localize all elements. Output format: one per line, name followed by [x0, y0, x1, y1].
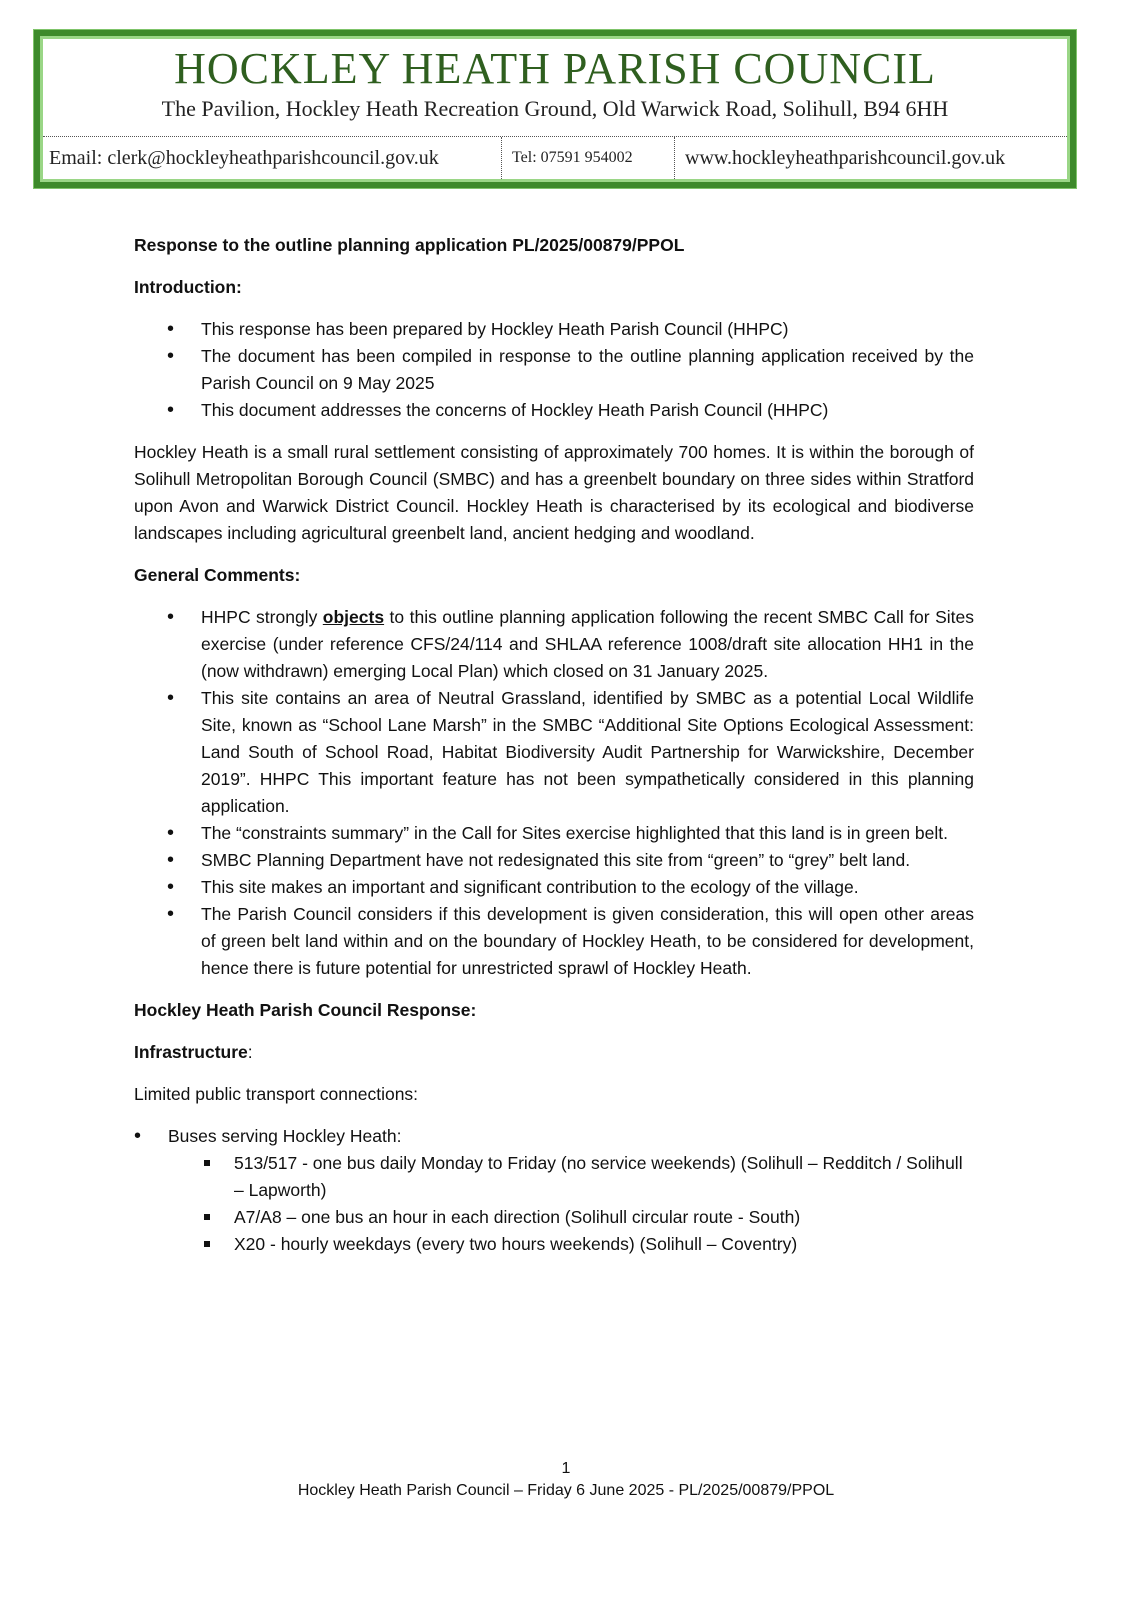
list-item: • This document addresses the concerns of Hockley Heath Parish Council (HHPC): [134, 397, 974, 424]
page-footer: [0, 1458, 1132, 1502]
objection-text-start: HHPC strongly: [201, 607, 323, 627]
objects-emphasis: objects: [322, 607, 385, 627]
transport-intro: Limited public transport connections:: [134, 1084, 419, 1104]
infrastructure-colon: :: [247, 1042, 253, 1062]
buses-label: Buses serving Hockley Heath:: [168, 1126, 402, 1146]
document-body: [134, 232, 974, 1258]
list-item: • This site makes an important and significant contribution to the ecology of the village.: [134, 874, 974, 901]
document-title: Response to the outline planning application PL/2025/00879/PPOL: [134, 235, 685, 255]
bus-route-item: 513/517 - one bus daily Monday to Friday (no service weekends) (Solihull – Redditch / Solihull – Lapworth): [168, 1150, 974, 1204]
introduction-paragraph: Hockley Heath is a small rural settlement consisting of approximately 700 homes. It is within the borough of Solihull Metropolitan Borough Council (SMBC) and has a greenbelt boundary on three sides within Stratford upon Avon and Warwick District Council. Hockley Heath is characterised by its ecological and biodiverse landscapes including agricultural greenbelt land, ancient hedging and woodland.: [134, 442, 974, 543]
letterhead-inner-frame: [40, 36, 1070, 182]
page-number: 1: [561, 1460, 571, 1477]
infrastructure-heading: [134, 1039, 974, 1066]
infrastructure-label: Infrastructure: [134, 1042, 248, 1062]
footer-text: Hockley Heath Parish Council – Friday 6 June 2025 - PL/2025/00879/PPOL: [297, 1482, 835, 1499]
council-address: The Pavilion, Hockley Heath Recreation Ground, Old Warwick Road, Solihull, B94 6HH: [161, 96, 949, 121]
letterhead: [34, 30, 1076, 188]
contact-website: www.hockleyheathparishcouncil.gov.uk: [674, 137, 1067, 179]
introduction-heading: Introduction:: [134, 277, 242, 297]
list-item: [134, 1123, 974, 1258]
bus-list: [134, 1123, 974, 1258]
list-item: • The “constraints summary” in the Call for Sites exercise highlighted that this land is in green belt.: [134, 820, 974, 847]
list-item: • The document has been compiled in response to the outline planning application received by the Parish Council on 9 May 2025: [134, 343, 974, 397]
objection-text-end: to this outline planning application following the recent SMBC Call for Sites exercise (under reference CFS/24/114 and SHLAA reference 1008/draft site allocation HH1 in the (now withdrawn) emerging Local Plan) which closed on 31 January 2025.: [201, 607, 974, 681]
response-heading: Hockley Heath Parish Council Response:: [134, 1000, 477, 1020]
list-item: • This response has been prepared by Hockley Heath Parish Council (HHPC): [134, 316, 974, 343]
bus-routes-list: [168, 1150, 974, 1258]
list-item: • SMBC Planning Department have not redesignated this site from “green” to “grey” belt land.: [134, 847, 974, 874]
list-item: • This site contains an area of Neutral Grassland, identified by SMBC as a potential Local Wildlife Site, known as “School Lane Marsh” in the SMBC “Additional Site Options Ecological Assessment: Land South of School Road, Habitat Biodiversity Audit Partnership for Warwickshire, December 2019”. HHPC This important feature has not been sympathetically considered in this planning application.: [134, 685, 974, 820]
contact-email: Email: clerk@hockleyheathparishcouncil.gov.uk: [49, 146, 439, 169]
list-item: • The Parish Council considers if this development is given consideration, this will open other areas of green belt land within and on the boundary of Hockley Heath, to be considered for development, hence there is future potential for unrestricted sprawl of Hockley Heath.: [134, 901, 974, 982]
list-item: [134, 604, 974, 685]
bus-route-item: X20 - hourly weekdays (every two hours weekends) (Solihull – Coventry): [168, 1231, 974, 1258]
general-comments-heading: General Comments:: [134, 565, 301, 585]
contact-telephone: Tel: 07591 954002: [501, 137, 674, 179]
contact-row: [43, 137, 1067, 179]
bus-route-item: A7/A8 – one bus an hour in each direction (Solihull circular route - South): [168, 1204, 974, 1231]
council-name: HOCKLEY HEATH PARISH COUNCIL: [174, 44, 936, 93]
general-comments-list: [134, 604, 974, 982]
introduction-list: [134, 316, 974, 424]
